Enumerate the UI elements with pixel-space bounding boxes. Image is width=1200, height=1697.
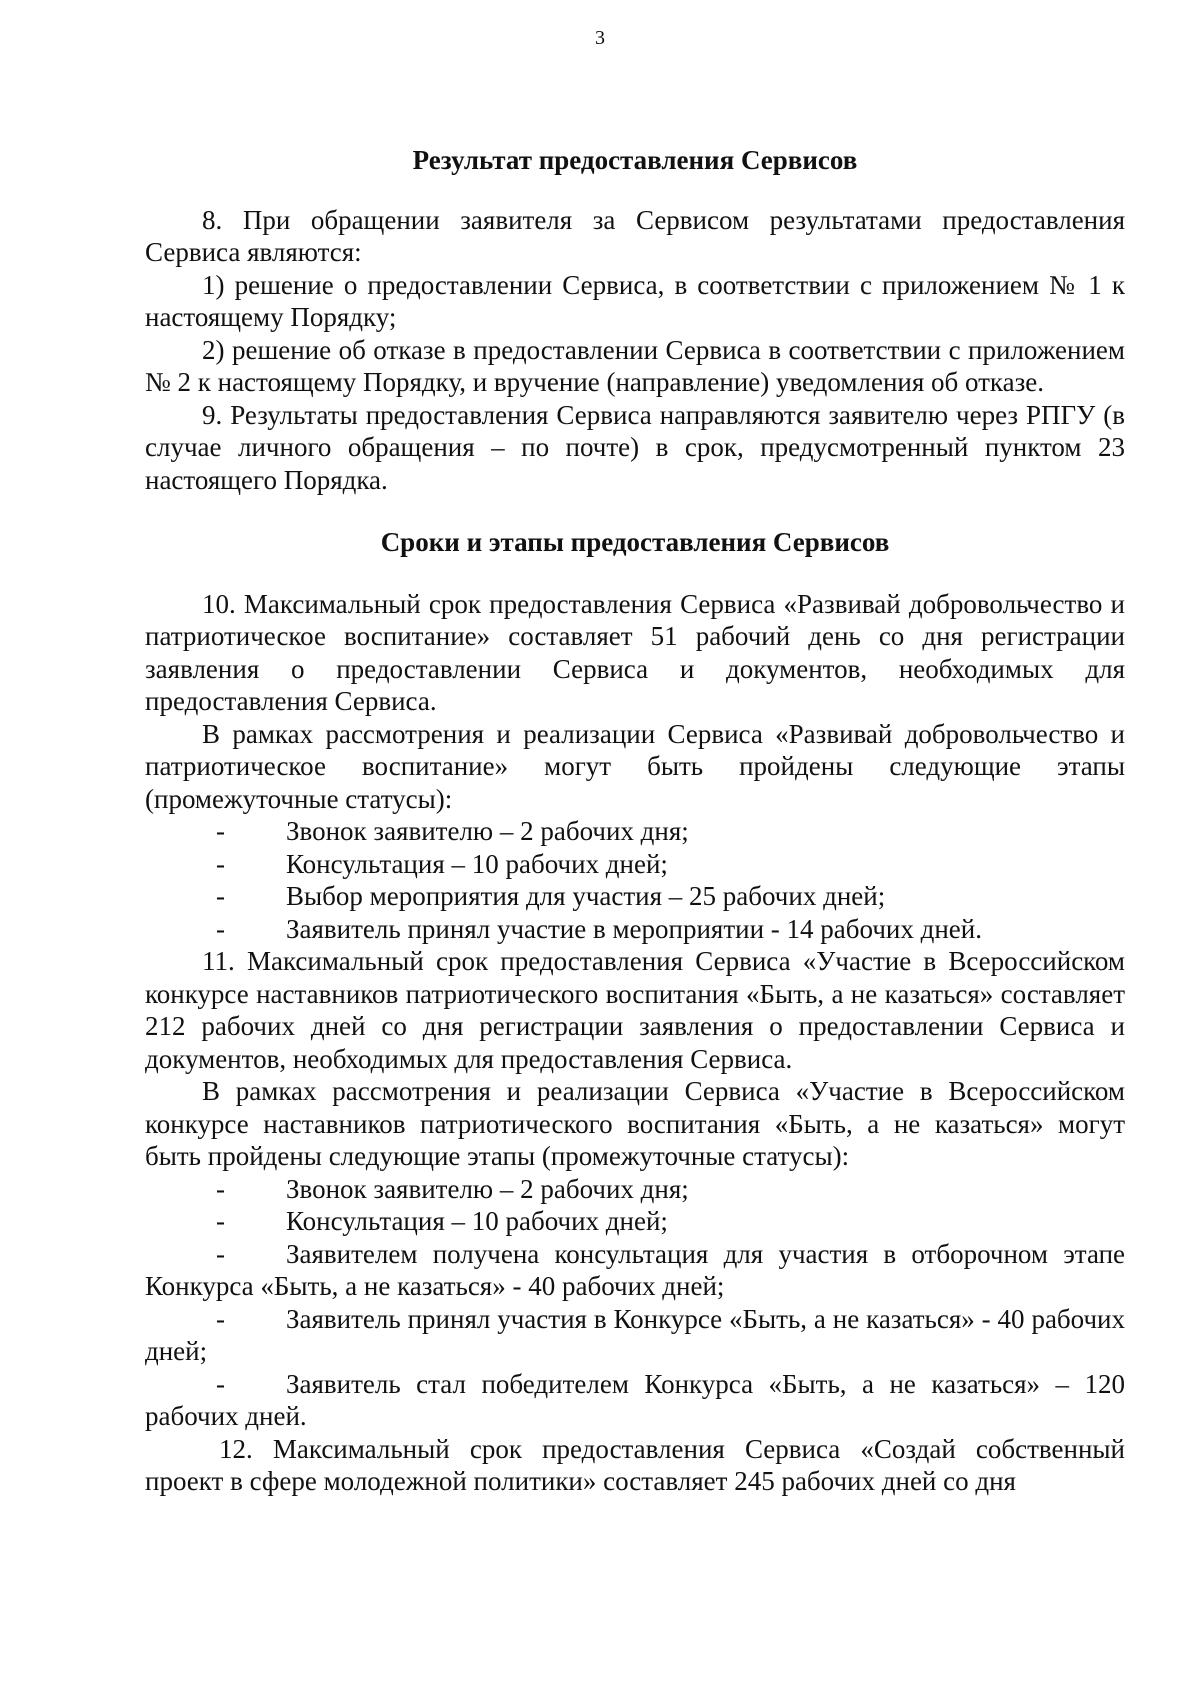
list-item: [145, 1205, 1125, 1238]
dash-marker: -: [216, 1173, 225, 1204]
list-item-text: Консультация – 10 рабочих дней;: [286, 1206, 668, 1236]
dash-marker: -: [216, 816, 225, 846]
paragraph-10: 10. Максимальный срок предоставления Сервиса «Развивай добровольчество и патриотическое воспитание» составляет 51 рабочий день со дня регистрации заявления о предоставлении Сервиса и документов, необходимых для предоставления Сервиса.: [145, 588, 1125, 716]
list-item-text: Звонок заявителю – 2 рабочих дня;: [286, 1173, 689, 1204]
document-body: [145, 144, 1125, 1498]
paragraph-11-intro: В рамках рассмотрения и реализации Сервиса «Участие в Всероссийском конкурсе наставников патриотического воспитания «Быть, а не казаться» могут быть пройдены следующие этапы (промежуточные статусы):: [145, 1076, 1125, 1171]
dash-marker: -: [216, 913, 225, 944]
paragraph-9: 9. Результаты предоставления Сервиса направляются заявителю через РПГУ (в случае личного обращения – по почте) в срок, предусмотренный пунктом 23 настоящего Порядка.: [145, 399, 1125, 495]
section-heading-terms: Сроки и этапы предоставления Сервисов: [380, 527, 890, 557]
dash-marker: -: [216, 1368, 225, 1399]
dash-marker: -: [216, 848, 225, 879]
list-item: [145, 848, 1125, 881]
paragraph-8: 8. При обращении заявителя за Сервисом результатами предоставления Сервиса являются:: [145, 204, 1125, 267]
dash-marker: -: [216, 881, 225, 911]
paragraph-8-item-1: 1) решение о предоставлении Сервиса, в соответствии с приложением № 1 к настоящему Порядку;: [145, 269, 1125, 332]
paragraph-8-item-2: 2) решение об отказе в предоставлении Сервиса в соответствии с приложением № 2 к настоящему Порядку, и вручение (направление) уведомления об отказе.: [145, 334, 1125, 397]
section-heading-results: Результат предоставления Сервисов: [412, 145, 858, 175]
list-item: [145, 1173, 1125, 1206]
list-item: [145, 815, 1125, 848]
paragraph-11: 11. Максимальный срок предоставления Сервиса «Участие в Всероссийском конкурсе наставников патриотического воспитания «Быть, а не казаться» составляет 212 рабочих дней со дня регистрации заявления о предоставлении Сервиса и документов, необходимых для предоставления Сервиса.: [145, 946, 1125, 1074]
list-item-text: Заявитель принял участие в мероприятии - 14 рабочих дней.: [286, 913, 982, 944]
list-item-text: Выбор мероприятия для участия – 25 рабочих дней;: [286, 881, 886, 911]
list-item-text: Консультация – 10 рабочих дней;: [286, 848, 668, 879]
paragraph-10-intro: В рамках рассмотрения и реализации Сервиса «Развивай добровольчество и патриотическое воспитание» могут быть пройдены следующие этапы (промежуточные статусы):: [145, 718, 1125, 814]
list-item-text: Заявитель стал победителем Конкурса «Быть, а не казаться» – 120 рабочих дней.: [145, 1368, 1125, 1431]
list-item-text: Заявителем получена консультация для участия в отборочном этапе Конкурса «Быть, а не казаться» - 40 рабочих дней;: [145, 1238, 1125, 1301]
dash-marker: -: [216, 1303, 225, 1334]
list-item: [145, 913, 1125, 946]
paragraph-12: 12. Максимальный срок предоставления Сервиса «Создай собственный проект в сфере молодежной политики» составляет 245 рабочих дней со дня: [145, 1433, 1125, 1496]
list-item: [145, 1368, 1125, 1433]
list-item-text: Заявитель принял участия в Конкурсе «Быть, а не казаться» - 40 рабочих дней;: [145, 1303, 1125, 1366]
list-item-text: Звонок заявителю – 2 рабочих дня;: [286, 816, 689, 846]
list-item: [145, 1303, 1125, 1368]
list-item: [145, 880, 1125, 913]
page-number: 3: [595, 27, 605, 49]
dash-marker: -: [216, 1206, 225, 1236]
list-item: [145, 1238, 1125, 1303]
dash-marker: -: [216, 1238, 225, 1269]
